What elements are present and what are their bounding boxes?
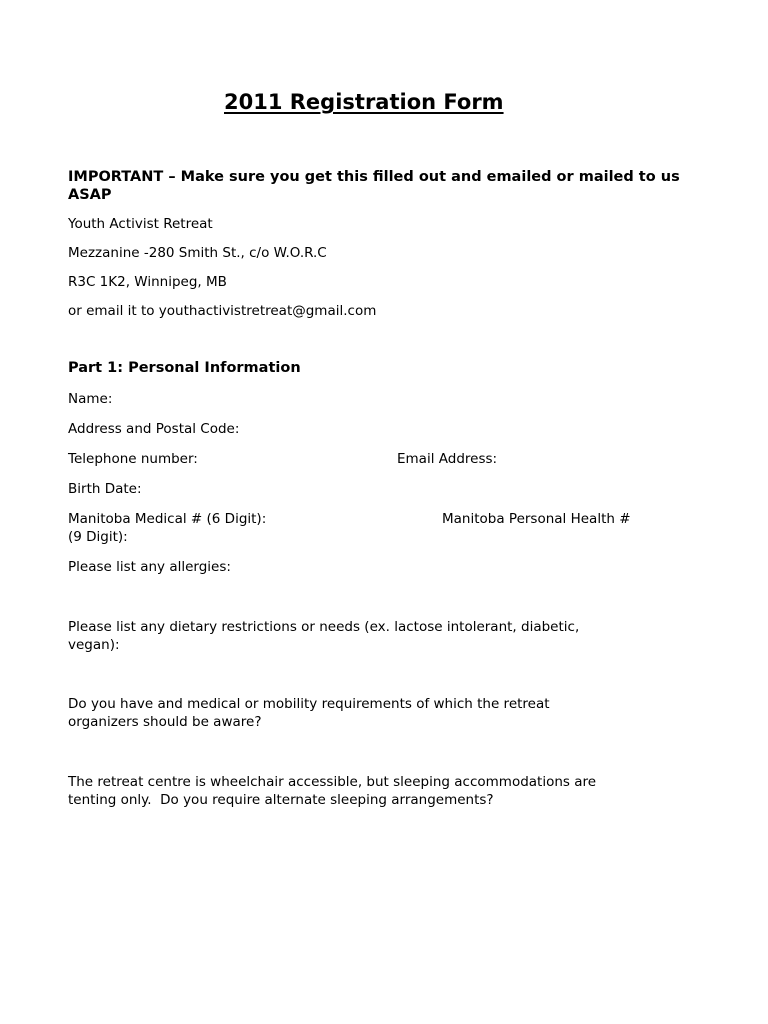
dietary-question-cont: vegan): — [68, 637, 120, 653]
part1-heading: Part 1: Personal Information — [68, 360, 301, 376]
address-line-city: R3C 1K2, Winnipeg, MB — [68, 274, 227, 290]
dietary-question: Please list any dietary restrictions or needs (ex. lactose intolerant, diabetic, — [68, 619, 580, 635]
telephone-field-label: Telephone number: — [68, 451, 198, 467]
important-notice: IMPORTANT – Make sure you get this filled out and emailed or mailed to us ASAP — [68, 169, 680, 203]
address-field-label: Address and Postal Code: — [68, 421, 240, 437]
name-field-label: Name: — [68, 391, 113, 407]
allergies-question: Please list any allergies: — [68, 559, 231, 575]
mobility-question-cont: organizers should be aware? — [68, 714, 262, 730]
mobility-question: Do you have and medical or mobility requirements of which the retreat — [68, 696, 550, 712]
form-title: 2011 Registration Form — [224, 90, 504, 114]
address-line-street: Mezzanine -280 Smith St., c/o W.O.R.C — [68, 245, 327, 261]
address-line-email: or email it to youthactivistretreat@gmail.com — [68, 303, 377, 319]
health-number-field-label: Manitoba Personal Health # — [442, 511, 631, 527]
address-line-org: Youth Activist Retreat — [68, 216, 213, 232]
sleeping-question: The retreat centre is wheelchair accessible, but sleeping accommodations are — [68, 774, 597, 790]
sleeping-question-cont: tenting only. Do you require alternate sleeping arrangements? — [68, 792, 494, 808]
medical-number-field-label: Manitoba Medical # (6 Digit): — [68, 511, 267, 527]
birth-date-field-label: Birth Date: — [68, 481, 142, 497]
email-field-label: Email Address: — [397, 451, 498, 467]
health-number-field-label-cont: (9 Digit): — [68, 529, 128, 545]
